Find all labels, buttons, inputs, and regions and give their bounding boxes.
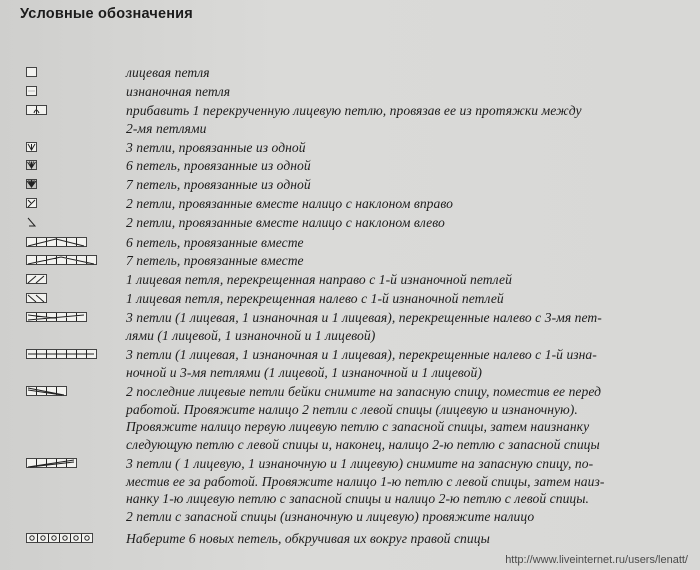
k2tog-left-icon bbox=[26, 217, 38, 228]
legend-text: 7 петель, провязанные из одной bbox=[126, 177, 311, 192]
legend-text: 2 петли, провязанные вместе налицо с наклоном влево bbox=[126, 215, 445, 230]
cross-three-left-icon bbox=[26, 312, 88, 323]
legend-text: изнаночная петля bbox=[126, 84, 231, 99]
six-together-icon bbox=[26, 237, 88, 248]
legend-text: 2 петли, провязанные вместе налицо с наклоном вправо bbox=[126, 196, 453, 211]
legend-text: 7 петель, провязанные вместе bbox=[126, 253, 304, 268]
legend-text: 6 петель, провязанные из одной bbox=[126, 158, 311, 173]
legend-text: 3 петли, провязанные из одной bbox=[126, 140, 306, 155]
knit-stitch-icon bbox=[26, 67, 38, 78]
legend-text: 3 петли (1 лицевая, 1 изнаночная и 1 лицевая), перекрещенные налево с 1-й изна- ночной и 3-мя петлями (1 лицевой, 1 изнаночной и 1 лицевой) bbox=[126, 347, 597, 380]
cross-three-left-purl-icon bbox=[26, 349, 98, 360]
seven-together-icon bbox=[26, 255, 98, 266]
legend-text: прибавить 1 перекрученную лицевую петлю, провязав ее из протяжки между 2-мя петлями bbox=[126, 103, 582, 136]
cable-back-icon bbox=[26, 458, 78, 469]
six-from-one-icon bbox=[26, 160, 38, 171]
k2tog-right-icon bbox=[26, 198, 38, 209]
three-from-one-icon bbox=[26, 142, 38, 153]
purl-stitch-icon bbox=[26, 86, 38, 97]
legend-text: 6 петель, провязанные вместе bbox=[126, 235, 304, 250]
cast-on-icon bbox=[26, 533, 94, 544]
cable-front-icon bbox=[26, 386, 68, 397]
cross-right-icon bbox=[26, 274, 48, 285]
legend-text: 1 лицевая петля, перекрещенная налево с 1-й изнаночной петлей bbox=[126, 291, 504, 306]
legend-text: Наберите 6 новых петель, обкручивая их вокруг правой спицы bbox=[126, 531, 490, 546]
legend-text: 3 петли (1 лицевая, 1 изнаночная и 1 лицевая), перекрещенные налево с 3-мя пет- лями (1 лицевой, 1 изнаночной и 1 лицевой) bbox=[126, 310, 602, 343]
legend-text: 3 петли ( 1 лицевую, 1 изнаночную и 1 лицевую) снимите на запасную спицу, по- местив ее за работой. Провяжите налицо 1-ю петлю с левой спицы, затем наиз- нанку 1-ю лицевую петлю с запасной спицы и налицо 2-ю петлю с левой спицы. 2 петли с запасной спицы (изнаночную и лицевую) провяжите налицо bbox=[126, 456, 605, 524]
page-title: Условные обозначения bbox=[20, 6, 193, 22]
make-one-icon bbox=[26, 105, 48, 116]
cross-left-icon bbox=[26, 293, 48, 304]
seven-from-one-icon bbox=[26, 179, 38, 190]
legend-text: 1 лицевая петля, перекрещенная направо с 1-й изнаночной петлей bbox=[126, 272, 512, 287]
legend-text: 2 последние лицевые петли бейки снимите на запасную спицу, поместив ее перед работой. Провяжите налицо 2 петли с левой спицы (лицевую и изнаночную). Провяжите налицо первую лицевую петлю с запасной спицы, затем наизнанку следующую петлю с левой спицы и, наконец, налицо 2-ю петлю с запасной спицы bbox=[126, 384, 602, 452]
legend-text: лицевая петля bbox=[126, 65, 210, 80]
watermark-url: http://www.liveinternet.ru/users/lenatt/ bbox=[505, 554, 688, 566]
